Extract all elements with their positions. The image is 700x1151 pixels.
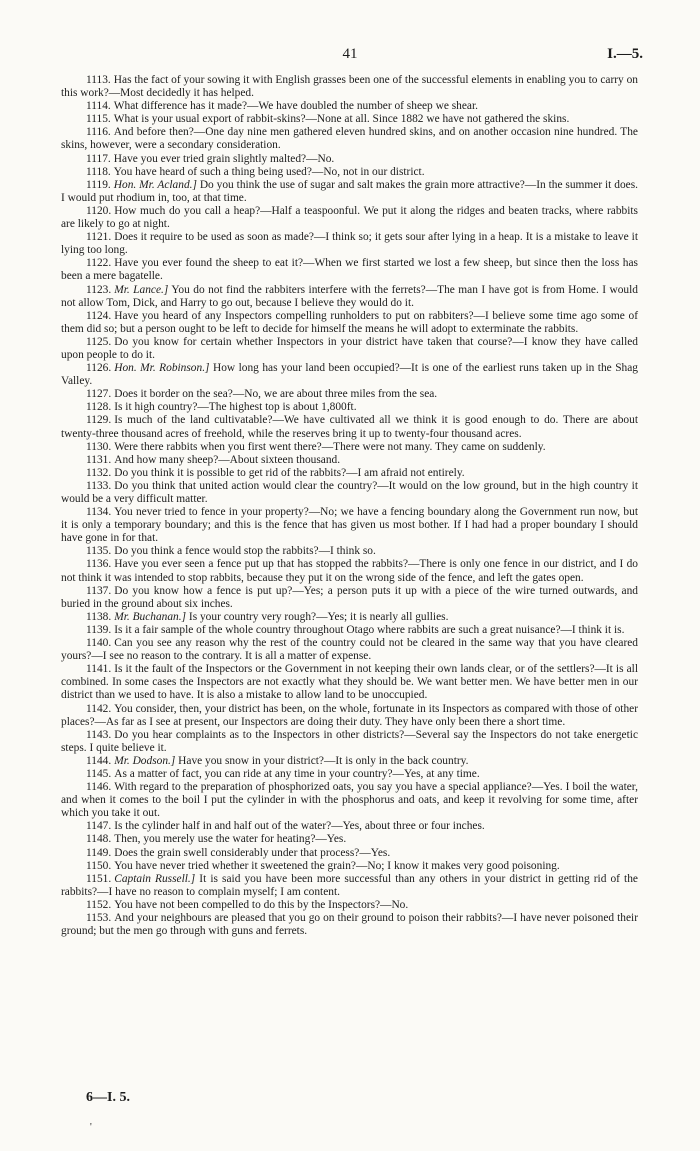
question-number: 1153.	[86, 912, 112, 924]
question-number: 1128.	[86, 401, 112, 414]
evidence-entry	[61, 781, 638, 820]
question-answer-text: Is your country very rough?—Yes; it is nearly all gullies.	[188, 610, 449, 623]
question-number: 1133.	[86, 479, 112, 492]
evidence-entry	[61, 153, 638, 166]
question-answer-text: How much do you call a heap?—Half a teaspoonful. We put it along the ridges and beaten tracks, where rabbits are likely to go at night.	[61, 204, 638, 231]
question-answer-text: You never tried to fence in your property?—No; we have a fencing boundary along the Government run now, but it is only a temporary boundary; and this is the fence that has given us most bother. If I had had a proper boundary I should have gone in for that.	[61, 506, 638, 545]
question-number: 1135.	[86, 545, 112, 558]
question-answer-text: Does the grain swell considerably under that process?—Yes.	[114, 846, 391, 859]
question-number: 1129.	[86, 414, 112, 427]
evidence-entry	[61, 847, 638, 860]
question-number: 1122.	[86, 257, 112, 270]
question-answer-text: Do you think it is possible to get rid of the rabbits?—I am afraid not entirely.	[114, 466, 465, 479]
question-number: 1118.	[86, 165, 111, 178]
evidence-entry	[61, 558, 638, 584]
evidence-entry	[61, 441, 638, 454]
evidence-entry	[61, 205, 638, 231]
question-answer-text: Have you ever tried grain slightly malted?—No.	[113, 152, 335, 165]
evidence-entry	[61, 388, 638, 401]
evidence-entry	[61, 284, 638, 310]
question-answer-text: You have never tried whether it sweetened the grain?—No; I know it makes very good poisoning.	[114, 859, 560, 872]
question-number: 1138.	[86, 610, 112, 623]
question-answer-text: Do you know how a fence is put up?—Yes; a person puts it up with a piece of the wire turned outwards, and buried in the ground about six inches.	[61, 584, 638, 610]
question-answer-text: Can you see any reason why the rest of the country could not be cleared in the same way that you have cleared yours?—I see no reason to the contrary. It is all a matter of expense.	[61, 637, 638, 663]
evidence-entry	[61, 310, 638, 336]
question-answer-text: Do you know for certain whether Inspectors in your district have taken that course?—I know they have called upon people to do it.	[61, 335, 638, 361]
question-number: 1145.	[86, 767, 112, 780]
question-number: 1139.	[86, 623, 112, 636]
evidence-entry	[61, 912, 638, 938]
question-number: 1126.	[86, 362, 112, 375]
speaker-name: Mr. Buchanan.]	[114, 610, 187, 623]
evidence-entry	[61, 899, 638, 912]
evidence-entry	[61, 401, 638, 414]
evidence-entry	[61, 336, 638, 362]
question-number: 1124.	[86, 309, 112, 322]
evidence-body	[61, 74, 638, 938]
question-number: 1143.	[86, 728, 112, 741]
evidence-entry	[61, 231, 638, 257]
question-number: 1144.	[86, 754, 112, 767]
evidence-entry	[61, 126, 638, 152]
question-answer-text: Were there rabbits when you first went there?—There were not many. They came on suddenly.	[114, 440, 546, 453]
speaker-name: Mr. Lance.]	[114, 283, 169, 296]
question-number: 1117.	[86, 152, 111, 165]
question-number: 1132.	[86, 466, 112, 479]
question-answer-text: Is it a fair sample of the whole country throughout Otago where rabbits are such a great nuisance?—I think it is.	[114, 623, 625, 636]
question-answer-text: Have you heard of any Inspectors compelling runholders to put on rabbiters?—I believe some time ago some of them did so; but a person ought to be left to decide for himself the means he will adopt to exterminate the rabbits.	[61, 309, 638, 335]
speaker-name: Mr. Dodson.]	[114, 754, 176, 767]
question-number: 1125.	[86, 335, 112, 348]
question-number: 1147.	[86, 820, 112, 833]
evidence-entry	[61, 611, 638, 624]
evidence-entry	[61, 860, 638, 873]
question-answer-text: What is your usual export of rabbit-skins?—None at all. Since 1882 we have not gathered the skins.	[113, 113, 570, 126]
question-answer-text: What difference has it made?—We have doubled the number of sheep we shear.	[113, 100, 478, 113]
question-answer-text: And before then?—One day nine men gathered eleven hundred skins, and on another occasion nine hundred. The skins, however, were a secondary consideration.	[61, 126, 638, 152]
question-number: 1134.	[86, 506, 112, 519]
question-answer-text: You do not find the rabbiters interfere with the ferrets?—The man I have got is from Home. I would not allow Tom, Dick, and Harry to go out, because I believe they would do it.	[61, 283, 638, 309]
evidence-entry	[61, 166, 638, 179]
question-answer-text: You consider, then, your district has been, on the whole, fortunate in its Inspectors as compared with those of other places?—As far as I see at present, our Inspectors are doing their duty. They have only been there a short time.	[61, 702, 638, 728]
question-answer-text: Do you think that united action would clear the country?—It would on the low ground, but in the high country it would be a very difficult matter.	[61, 479, 638, 505]
question-answer-text: With regard to the preparation of phosphorized oats, you say you have a special appliance?—Yes. I boil the water, and when it comes to the boil I put the cylinder in with the phosphorus and oats, and keep it revolving for some time, after which you take it out.	[61, 781, 638, 820]
question-number: 1115.	[86, 113, 111, 126]
question-answer-text: Have you ever seen a fence put up that has stopped the rabbits?—There is only one fence in our district, and I do not think it was intended to stop rabbits, because they put it on the wrong side of the fence, and left the gates open.	[61, 558, 638, 584]
question-answer-text: Does it require to be used as soon as made?—I think so; it gets sour after lying in a heap. It is a mistake to leave it lying too long.	[61, 231, 638, 257]
stray-mark: '	[90, 1122, 92, 1133]
question-number: 1123.	[86, 283, 112, 296]
evidence-entry	[61, 100, 638, 113]
question-number: 1113.	[86, 74, 111, 86]
question-number: 1130.	[86, 440, 112, 453]
evidence-entry	[61, 637, 638, 663]
question-number: 1150.	[86, 859, 112, 872]
question-answer-text: Have you ever found the sheep to eat it?—When we first started we lost a few sheep, but since then the loss has been a mere bagatelle.	[61, 257, 638, 283]
page-number: 41	[342, 46, 358, 62]
question-answer-text: Do you hear complaints as to the Inspectors in other districts?—Several say the Inspectors do not take energetic steps. I quite believe it.	[61, 728, 638, 754]
evidence-entry	[61, 663, 638, 702]
question-number: 1114.	[86, 100, 111, 113]
evidence-entry	[61, 414, 638, 440]
evidence-entry	[61, 506, 638, 545]
speaker-name: Hon. Mr. Robinson.]	[114, 362, 210, 375]
question-number: 1131.	[86, 453, 112, 466]
question-answer-text: It is said you have been more successful than any others in your district in getting rid of the rabbits?—I have no reason to complain myself; I am content.	[61, 872, 638, 898]
question-number: 1152.	[86, 898, 112, 911]
question-answer-text: Is the cylinder half in and half out of the water?—Yes, about three or four inches.	[114, 820, 485, 833]
question-number: 1116.	[86, 126, 111, 139]
question-number: 1120.	[86, 204, 112, 217]
question-answer-text: You have not been compelled to do this by the Inspectors?—No.	[114, 898, 409, 911]
evidence-entry	[61, 833, 638, 846]
speaker-name: Hon. Mr. Acland.]	[113, 178, 197, 191]
evidence-entry	[61, 703, 638, 729]
question-answer-text: Does it border on the sea?—No, we are about three miles from the sea.	[114, 388, 438, 401]
question-number: 1137.	[86, 584, 112, 597]
evidence-entry	[61, 113, 638, 126]
question-number: 1140.	[86, 637, 112, 650]
evidence-entry	[61, 755, 638, 768]
printer-signature: 6—I. 5.	[86, 1090, 130, 1105]
evidence-entry	[61, 179, 638, 205]
evidence-entry	[61, 873, 638, 899]
question-answer-text: Is much of the land cultivatable?—We have cultivated all we think it is good enough to do. There are about twenty-three thousand acres of freehold, while the reserves bring it up to twenty-four thousand acres.	[61, 414, 638, 440]
question-answer-text: Has the fact of your sowing it with English grasses been one of the successful elements in enabling you to carry on this work?—Most decidedly it has helped.	[61, 74, 638, 100]
question-answer-text: Is it high country?—The highest top is about 1,800ft.	[114, 401, 357, 414]
question-number: 1148.	[86, 833, 112, 846]
evidence-entry	[61, 467, 638, 480]
question-number: 1151.	[86, 872, 112, 885]
evidence-entry	[61, 585, 638, 611]
document-reference: I.—5.	[607, 46, 643, 62]
question-number: 1121.	[86, 231, 112, 244]
evidence-entry	[61, 257, 638, 283]
question-number: 1119.	[86, 178, 111, 191]
evidence-entry	[61, 820, 638, 833]
question-answer-text: Do you think a fence would stop the rabbits?—I think so.	[114, 545, 376, 558]
evidence-entry	[61, 768, 638, 781]
question-number: 1149.	[86, 846, 112, 859]
question-number: 1127.	[86, 388, 112, 401]
question-answer-text: Then, you merely use the water for heating?—Yes.	[114, 833, 347, 846]
evidence-entry	[61, 454, 638, 467]
evidence-entry	[61, 729, 638, 755]
question-answer-text: Have you snow in your district?—It is only in the back country.	[178, 754, 469, 767]
evidence-entry	[61, 545, 638, 558]
speaker-name: Captain Russell.]	[114, 872, 196, 885]
evidence-entry	[61, 624, 638, 637]
question-number: 1141.	[86, 663, 112, 676]
question-answer-text: Do you think the use of sugar and salt makes the grain more attractive?—In the summer it does. I would put rhodium in, too, at that time.	[61, 178, 638, 204]
question-answer-text: As a matter of fact, you can ride at any time in your country?—Yes, at any time.	[114, 767, 480, 780]
question-number: 1142.	[86, 702, 112, 715]
question-answer-text: And your neighbours are pleased that you go on their ground to poison their rabbits?—I have never poisoned their ground; but the men go through with guns and ferrets.	[61, 912, 638, 938]
question-number: 1136.	[86, 558, 112, 571]
question-answer-text: And how many sheep?—About sixteen thousand.	[114, 453, 341, 466]
evidence-entry	[61, 480, 638, 506]
question-answer-text: You have heard of such a thing being used?—No, not in our district.	[113, 165, 425, 178]
evidence-entry	[61, 362, 638, 388]
question-number: 1146.	[86, 781, 112, 794]
question-answer-text: Is it the fault of the Inspectors or the Government in not keeping their own lands clear, or of the settlers?—It is all combined. In some cases the Inspectors are not exactly what they should be. We want better men. We have better men in our district than we used to have. It is also a mistake to allow land to be unoccupied.	[61, 663, 638, 702]
evidence-entry	[61, 74, 638, 100]
question-answer-text: How long has your land been occupied?—It is one of the earliest runs taken up in the Shag Valley.	[61, 362, 638, 388]
